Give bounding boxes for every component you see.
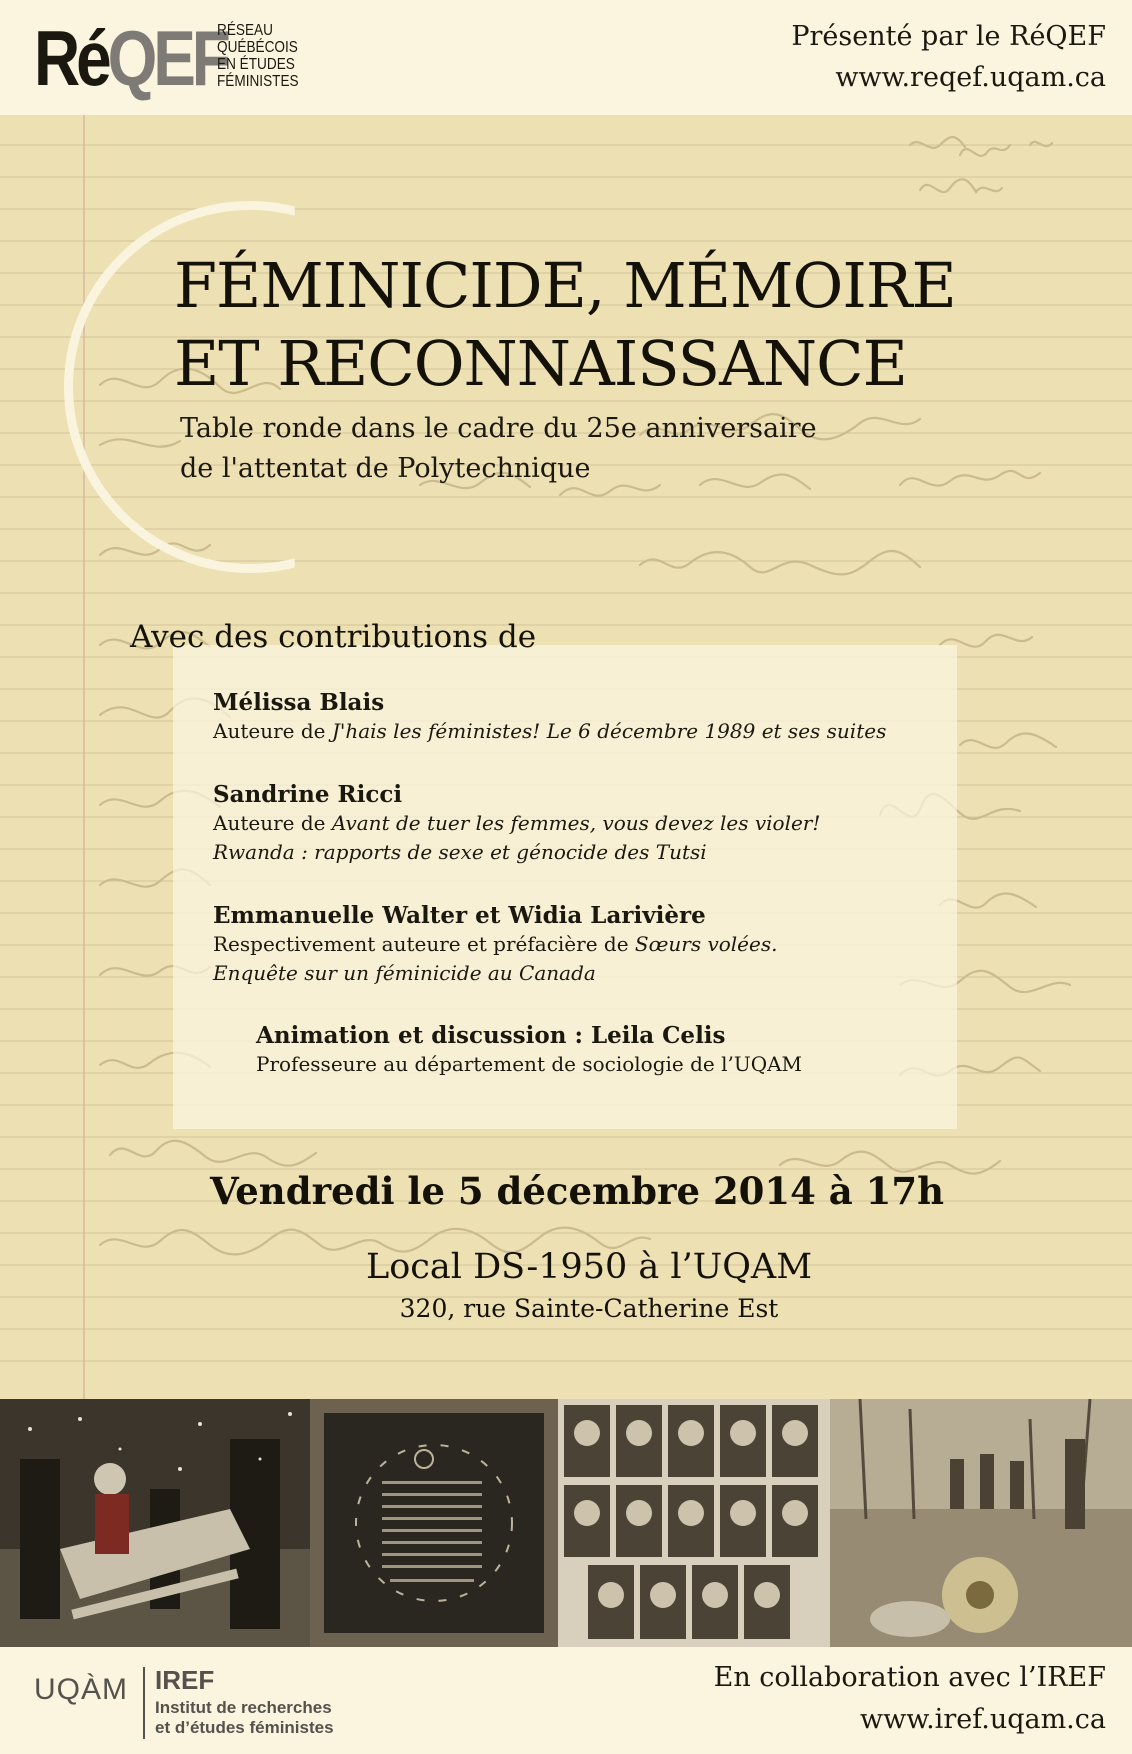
- moderator-name: Animation et discussion : Leila Celis: [256, 1022, 726, 1049]
- photo-rescue-scene: [0, 1399, 310, 1647]
- book-title: Avant de tuer les femmes, vous devez les violer!: [331, 811, 821, 835]
- contributor-name: Sandrine Ricci: [213, 781, 403, 808]
- event-subtitle-line2: de l'attentat de Polytechnique: [180, 453, 591, 484]
- moderator-description: Professeure au département de sociologie de l’UQAM: [256, 1052, 803, 1076]
- contributor-entry: [213, 902, 777, 988]
- header: [0, 0, 1132, 115]
- footer: [0, 1647, 1132, 1754]
- logo-subtitle-line: RÉSEAU: [217, 22, 273, 39]
- contributor-entry: [213, 781, 820, 867]
- description-prefix: Respectivement auteure et préfacière de: [213, 932, 635, 956]
- contributor-entry: [213, 689, 886, 746]
- logo-mark-main: Ré: [34, 14, 108, 102]
- contributor-description: [213, 930, 777, 959]
- iref-logo-name[interactable]: IREF: [155, 1665, 215, 1695]
- contributor-description: [213, 717, 886, 746]
- book-title-continued: Enquête sur un féminicide au Canada: [213, 961, 596, 985]
- photo-memorial-park: [830, 1399, 1132, 1647]
- contributor-description: [213, 809, 820, 838]
- description-prefix: Auteure de: [213, 719, 332, 743]
- reqef-website-link[interactable]: www.reqef.uqam.ca: [835, 62, 1106, 93]
- contributor-name: Mélissa Blais: [213, 689, 385, 716]
- collaboration-block: [714, 1657, 1106, 1741]
- logo-mark-rest: QEF: [107, 14, 227, 102]
- book-title: Sœurs volées.: [634, 932, 778, 956]
- contributions-heading: Avec des contributions de: [130, 619, 537, 655]
- event-title-line1: FÉMINICIDE, MÉMOIRE: [174, 249, 956, 322]
- moderator-entry: [256, 1022, 802, 1079]
- presented-by-block: [791, 16, 1106, 98]
- event-subtitle: [180, 409, 817, 489]
- photo-victims-portraits: [558, 1399, 830, 1647]
- uqam-logo[interactable]: UQÀM: [34, 1673, 128, 1706]
- event-date: Vendredi le 5 décembre 2014 à 17h: [209, 1169, 945, 1213]
- presented-by-text: Présenté par le RéQEF: [791, 21, 1106, 52]
- book-title: J'hais les féministes! Le 6 décembre 1989 et ses suites: [331, 719, 887, 743]
- photo-memorial-plaque: [310, 1399, 558, 1647]
- logo-subtitle-line: QUÉBÉCOIS: [217, 39, 298, 56]
- reqef-logo-subtitle: [217, 22, 299, 90]
- event-venue: Local DS-1950 à l’UQAM: [365, 1247, 813, 1287]
- logo-divider: [143, 1667, 145, 1739]
- iref-subtitle-line: Institut de recherches: [155, 1698, 332, 1717]
- logo-subtitle-line: EN ÉTUDES: [217, 56, 295, 73]
- contributor-name: Emmanuelle Walter et Widia Larivière: [213, 902, 706, 929]
- poster-main: [0, 115, 1132, 1399]
- event-title-line2: ET RECONNAISSANCE: [174, 327, 907, 400]
- reqef-logo-mark: [34, 14, 227, 102]
- event-address: 320, rue Sainte-Catherine Est: [399, 1294, 779, 1323]
- iref-subtitle-line: et d’études féministes: [155, 1718, 334, 1737]
- book-title-continued: Rwanda : rapports de sexe et génocide des Tutsi: [213, 840, 707, 864]
- logo-subtitle-line: FÉMINISTES: [217, 73, 299, 90]
- event-subtitle-line1: Table ronde dans le cadre du 25e anniversaire: [180, 413, 817, 444]
- photo-strip: [0, 1399, 1132, 1647]
- iref-logo-subtitle: [155, 1698, 334, 1738]
- event-title: [174, 247, 956, 403]
- iref-website-link[interactable]: www.iref.uqam.ca: [859, 1704, 1106, 1735]
- description-prefix: Auteure de: [213, 811, 332, 835]
- collaboration-text: En collaboration avec l’IREF: [713, 1662, 1106, 1693]
